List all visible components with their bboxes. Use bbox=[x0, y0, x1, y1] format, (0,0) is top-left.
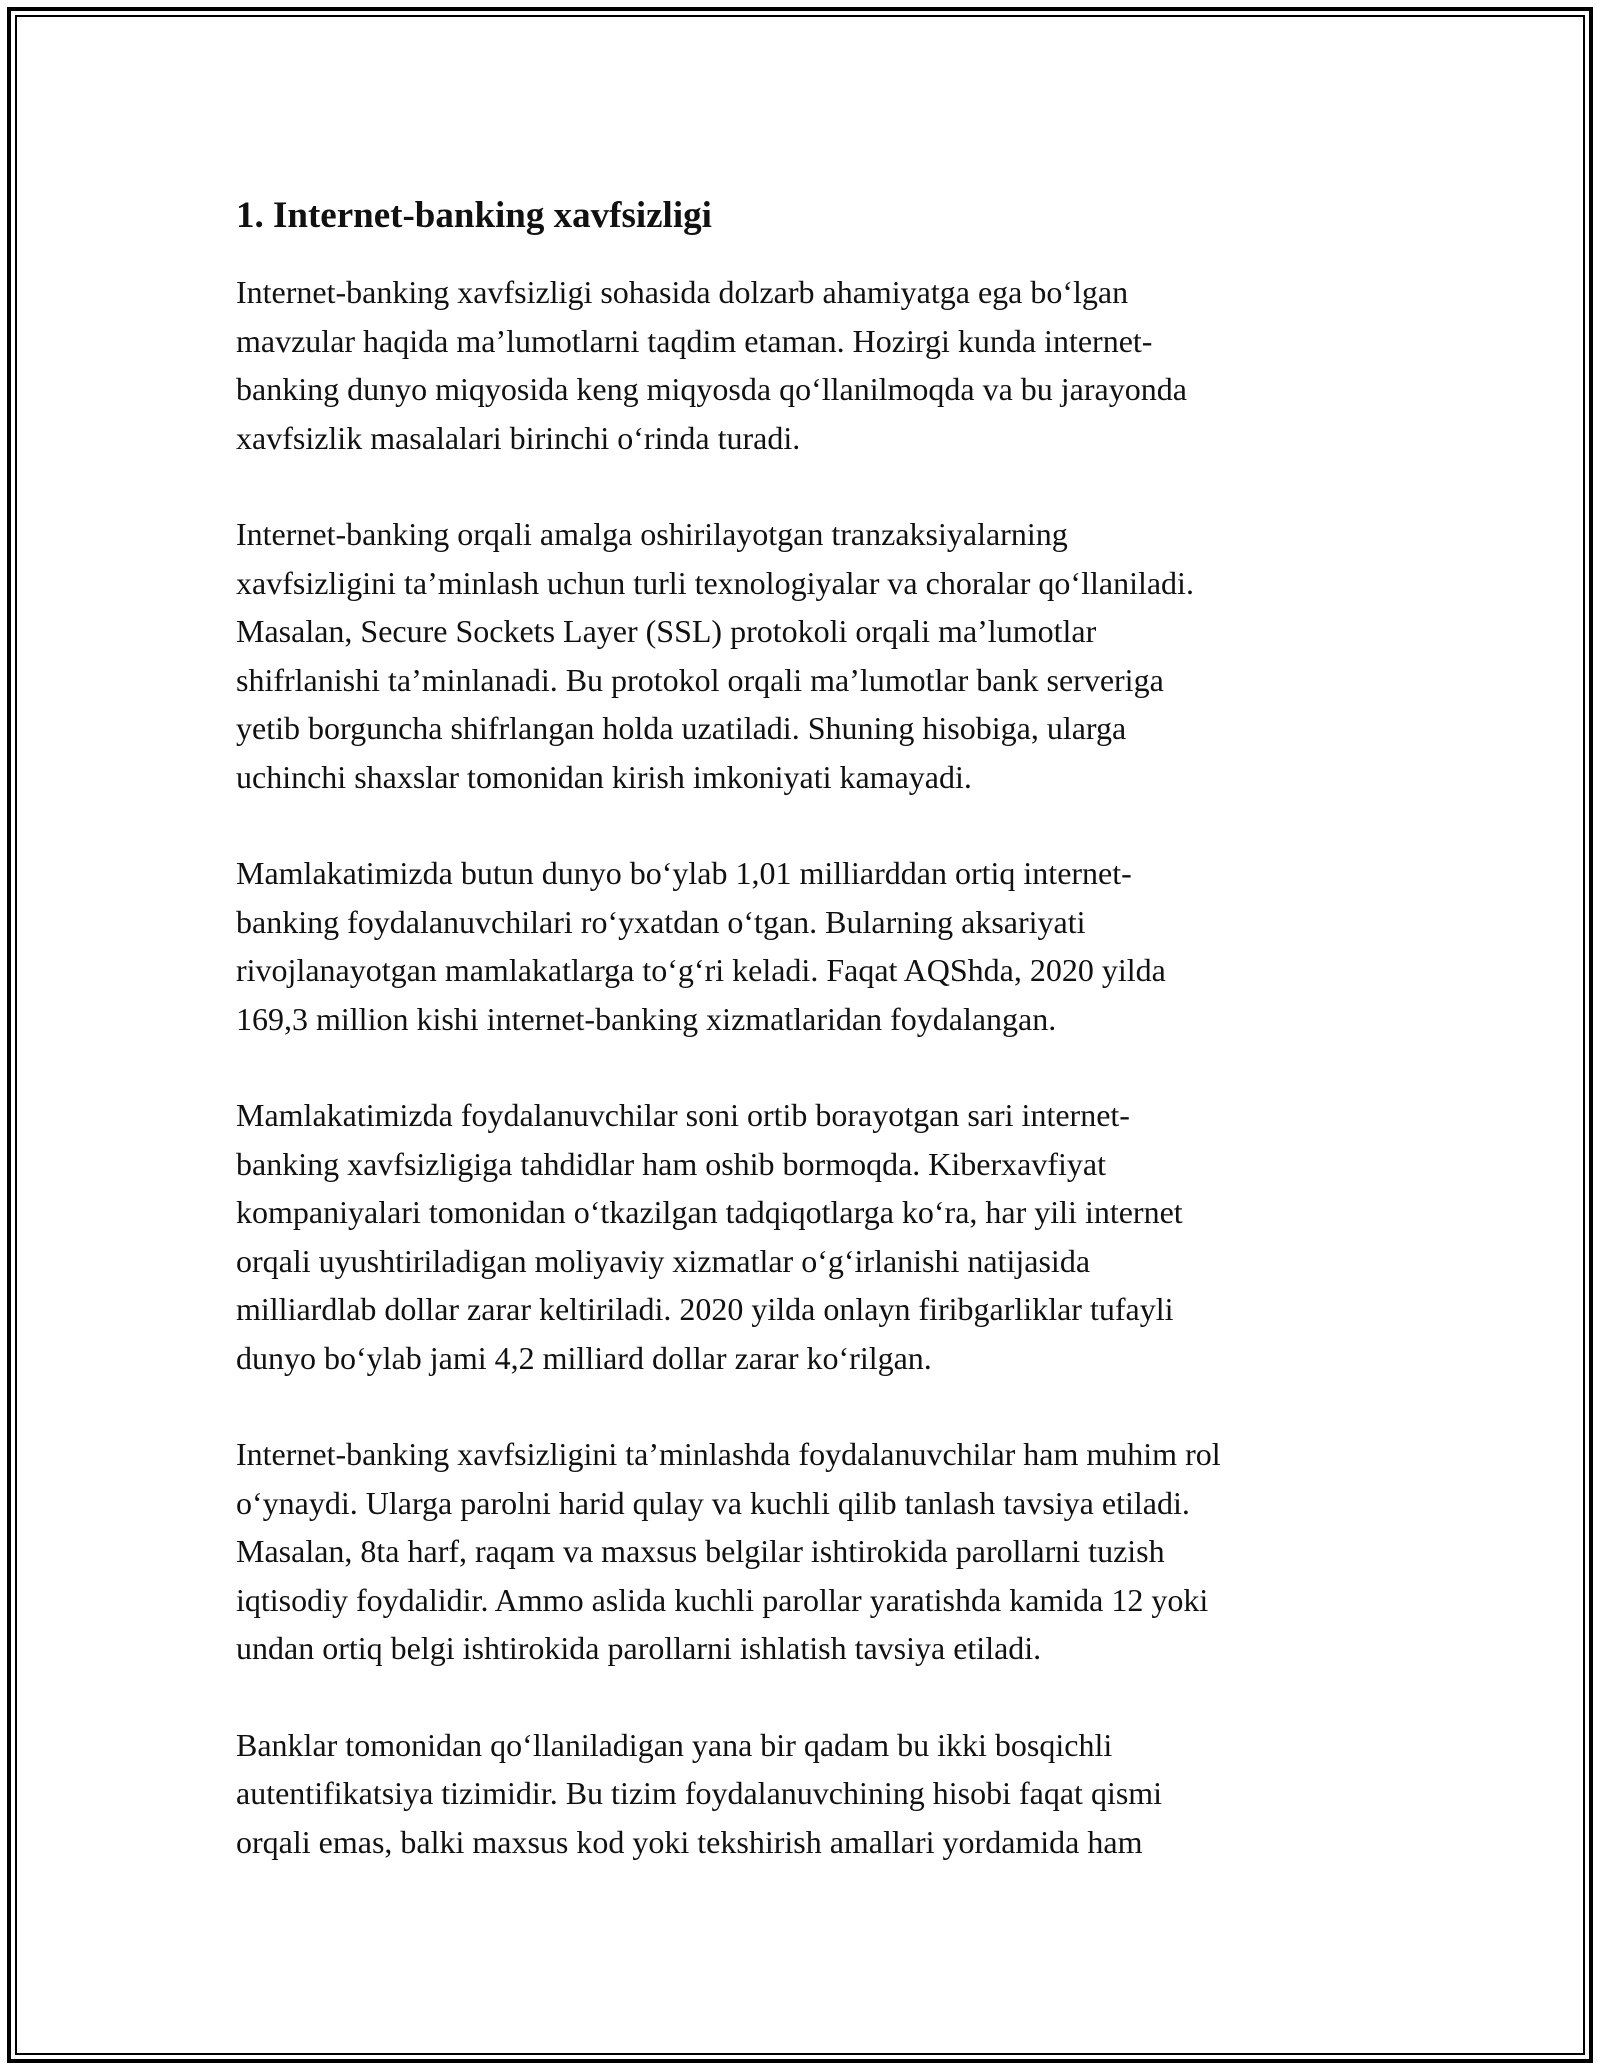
text-line: Masalan, 8ta harf, raqam va maxsus belgilar ishtirokida parollarni tuzish bbox=[236, 1533, 1165, 1569]
paragraph-2 bbox=[236, 510, 1376, 801]
paragraph-5 bbox=[236, 1430, 1376, 1673]
text-line: dunyo bo‘ylab jami 4,2 milliard dollar zarar ko‘rilgan. bbox=[236, 1339, 932, 1376]
text-line: banking xavfsizligiga tahdidlar ham oshib bormoqda. Kiberxavfiyat bbox=[236, 1145, 1106, 1182]
text-line: Internet-banking orqali amalga oshirilayotgan tranzaksiyalarning bbox=[236, 516, 1068, 552]
text-line: Masalan, Secure Sockets Layer (SSL) protokoli orqali ma’lumotlar bbox=[236, 613, 1097, 649]
text-line: shifrlanishi ta’minlanadi. Bu protokol orqali ma’lumotlar bank serveriga bbox=[236, 661, 1164, 698]
text-line: kompaniyalari tomonidan o‘tkazilgan tadqiqotlarga ko‘ra, har yili internet bbox=[236, 1194, 1183, 1230]
section-heading: 1. Internet-banking xavfsizligi bbox=[236, 195, 712, 236]
text-line: rivojlanayotgan mamlakatlarga to‘g‘ri keladi. Faqat AQShda, 2020 yilda bbox=[236, 952, 1166, 988]
text-line: milliardlab dollar zarar keltiriladi. 2020 yilda onlayn firibgarliklar tufayli bbox=[236, 1291, 1174, 1327]
text-line: mavzular haqida ma’lumotlarni taqdim etaman. Hozirgi kunda internet- bbox=[236, 322, 1153, 359]
paragraph-3 bbox=[236, 849, 1376, 1043]
text-line: uchinchi shaxslar tomonidan kirish imkoniyati kamayadi. bbox=[236, 758, 972, 795]
text-line: xavfsizligini ta’minlash uchun turli texnologiyalar va choralar qo‘llaniladi. bbox=[236, 564, 1194, 601]
text-line: orqali emas, balki maxsus kod yoki tekshirish amallari yordamida ham bbox=[236, 1823, 1143, 1860]
text-line: xavfsizlik masalalari birinchi o‘rinda turadi. bbox=[236, 419, 801, 456]
text-line: yetib borguncha shifrlangan holda uzatiladi. Shuning hisobiga, ularga bbox=[236, 710, 1127, 746]
text-line: iqtisodiy foydalidir. Ammo aslida kuchli parollar yaratishda kamida 12 yoki bbox=[236, 1581, 1209, 1618]
text-line: Banklar tomonidan qo‘llaniladigan yana bir qadam bu ikki bosqichli bbox=[236, 1726, 1113, 1763]
text-line: o‘ynaydi. Ularga parolni harid qulay va kuchli qilib tanlash tavsiya etiladi. bbox=[236, 1484, 1190, 1521]
document-body bbox=[236, 186, 1376, 1914]
text-line: autentifikatsiya tizimidir. Bu tizim foydalanuvchining hisobi faqat qismi bbox=[236, 1775, 1163, 1811]
text-line: 169,3 million kishi internet-banking xizmatlaridan foydalangan. bbox=[236, 1000, 1057, 1037]
paragraph-4 bbox=[236, 1091, 1376, 1382]
paragraph-1 bbox=[236, 268, 1376, 462]
text-line: orqali uyushtiriladigan moliyaviy xizmatlar o‘g‘irlanishi natijasida bbox=[236, 1242, 1091, 1279]
paragraph-6 bbox=[236, 1721, 1376, 1867]
text-line: banking foydalanuvchilari ro‘yxatdan o‘tgan. Bularning aksariyati bbox=[236, 903, 1086, 940]
text-line: Mamlakatimizda foydalanuvchilar soni ortib borayotgan sari internet- bbox=[236, 1097, 1130, 1133]
text-line: undan ortiq belgi ishtirokida parollarni ishlatish tavsiya etiladi. bbox=[236, 1630, 1042, 1666]
text-line: Internet-banking xavfsizligi sohasida dolzarb ahamiyatga ega bo‘lgan bbox=[236, 274, 1129, 310]
text-line: Internet-banking xavfsizligini ta’minlashda foydalanuvchilar ham muhim rol bbox=[236, 1436, 1221, 1472]
text-line: banking dunyo miqyosida keng miqyosda qo‘llanilmoqda va bu jarayonda bbox=[236, 371, 1187, 407]
text-line: Mamlakatimizda butun dunyo bo‘ylab 1,01 milliarddan ortiq internet- bbox=[236, 855, 1132, 891]
